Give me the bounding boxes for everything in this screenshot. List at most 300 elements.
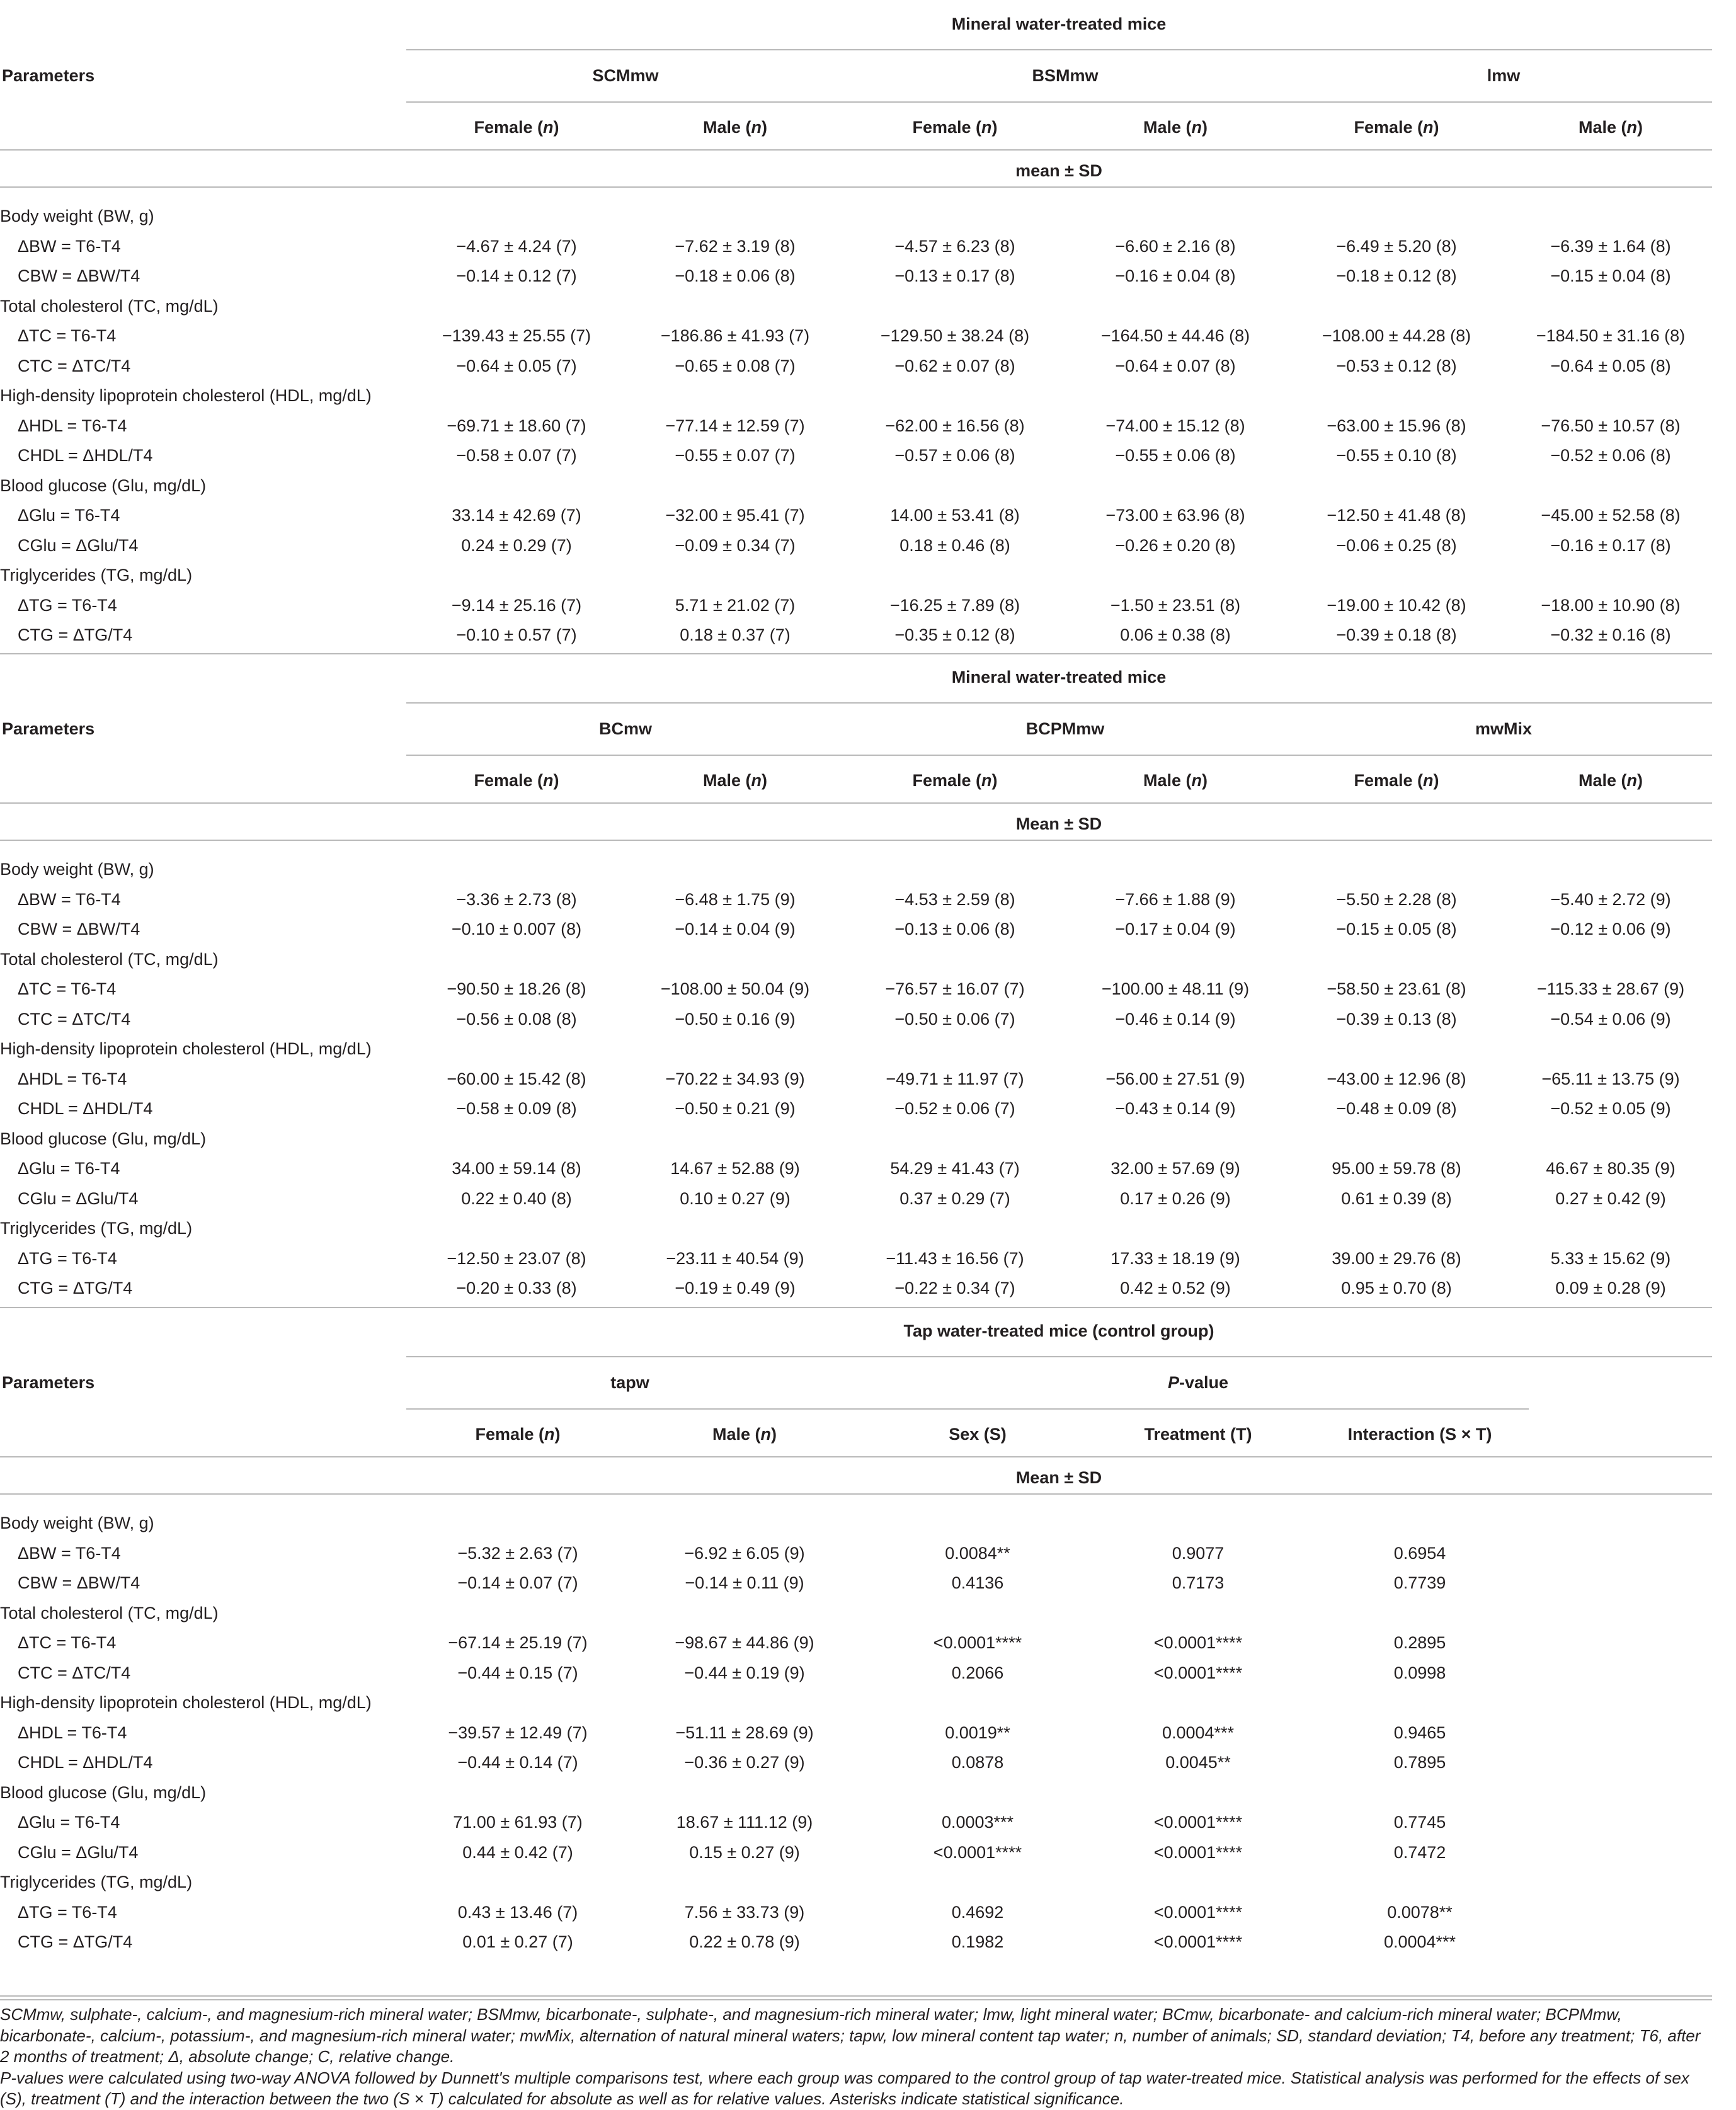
table-cell: −0.14 ± 0.07 (7) bbox=[457, 1573, 578, 1592]
table-row bbox=[0, 591, 1712, 620]
table-cell: −0.56 ± 0.08 (8) bbox=[456, 1009, 577, 1029]
group-header-1: SCMmw bbox=[592, 66, 659, 85]
row-label: CTG = ΔTG/T4 bbox=[18, 625, 133, 644]
table-cell: <0.0001**** bbox=[1153, 1663, 1243, 1682]
table-cell: −0.50 ± 0.16 (9) bbox=[675, 1009, 796, 1029]
column-header-label: Treatment (T) bbox=[1144, 1425, 1252, 1444]
table-cell: −3.36 ± 2.73 (8) bbox=[456, 889, 577, 909]
column-header-n: n bbox=[1423, 118, 1434, 137]
table-section-2 bbox=[0, 653, 1712, 1297]
table-cell: −0.20 ± 0.33 (8) bbox=[456, 1279, 577, 1297]
parameters-label: Parameters bbox=[2, 719, 95, 738]
table-cell: −0.52 ± 0.06 (7) bbox=[894, 1099, 1015, 1118]
table-row bbox=[0, 531, 1712, 561]
column-header bbox=[949, 1423, 1007, 1446]
group-title-rule bbox=[406, 1356, 1712, 1357]
category-row bbox=[0, 1688, 1712, 1718]
category-row bbox=[0, 561, 1712, 590]
table-cell: −60.00 ± 15.42 (8) bbox=[447, 1069, 586, 1088]
table-cell: 95.00 ± 59.78 (8) bbox=[1332, 1159, 1461, 1178]
column-header-n: n bbox=[544, 1425, 555, 1444]
table-cell: −0.17 ± 0.04 (9) bbox=[1115, 920, 1236, 938]
table-cell: −0.64 ± 0.07 (8) bbox=[1115, 356, 1236, 375]
row-label: CTC = ΔTC/T4 bbox=[18, 1009, 131, 1029]
table-cell: −108.00 ± 50.04 (9) bbox=[660, 979, 810, 998]
table-row bbox=[0, 501, 1712, 530]
table-cell: <0.0001**** bbox=[1153, 1813, 1243, 1832]
table-cell: 0.0078** bbox=[1387, 1902, 1453, 1922]
table-cell: −32.00 ± 95.41 (7) bbox=[665, 506, 805, 525]
table-cell: −100.00 ± 48.11 (9) bbox=[1101, 979, 1250, 998]
table-cell: −1.50 ± 23.51 (8) bbox=[1110, 595, 1241, 615]
category-label: Blood glucose (Glu, mg/dL) bbox=[0, 1782, 207, 1802]
column-header-n: n bbox=[981, 771, 992, 790]
table-cell: −0.32 ± 0.16 (8) bbox=[1550, 625, 1671, 644]
row-label: CBW = ΔBW/T4 bbox=[18, 920, 140, 938]
category-label: Triglycerides (TG, mg/dL) bbox=[0, 566, 193, 585]
category-label: Blood glucose (Glu, mg/dL) bbox=[0, 1129, 207, 1148]
row-label: ΔTG = T6-T4 bbox=[18, 1902, 117, 1922]
category-row bbox=[0, 381, 1712, 411]
table-cell: −6.92 ± 6.05 (9) bbox=[684, 1543, 805, 1563]
table-cell: 17.33 ± 18.19 (9) bbox=[1111, 1248, 1240, 1268]
row-label: CHDL = ΔHDL/T4 bbox=[18, 1099, 153, 1118]
table-row bbox=[0, 1184, 1712, 1214]
column-header: Female (n) bbox=[474, 771, 559, 790]
table-row bbox=[0, 1838, 1712, 1868]
column-header-rule bbox=[0, 149, 1712, 151]
group-title: Mineral water-treated mice bbox=[951, 668, 1167, 687]
row-label: ΔGlu = T6-T4 bbox=[18, 1159, 120, 1178]
table-cell: −0.19 ± 0.49 (9) bbox=[675, 1279, 796, 1297]
column-header-n: n bbox=[751, 118, 762, 137]
table-cell: −0.46 ± 0.14 (9) bbox=[1115, 1009, 1236, 1029]
parameters-label: Parameters bbox=[2, 66, 95, 85]
table-cell: 0.42 ± 0.52 (9) bbox=[1120, 1279, 1231, 1297]
stats-label: Mean ± SD bbox=[1015, 1468, 1102, 1487]
table-cell: −67.14 ± 25.19 (7) bbox=[448, 1633, 588, 1652]
table-cell: −43.00 ± 12.96 (8) bbox=[1327, 1069, 1466, 1088]
column-header: Male (n) bbox=[1578, 771, 1643, 790]
table-cell: 0.0998 bbox=[1393, 1663, 1446, 1682]
table-cell: 0.22 ± 0.78 (9) bbox=[689, 1932, 800, 1951]
table-cell: −0.10 ± 0.57 (7) bbox=[456, 625, 577, 644]
table-cell: <0.0001**** bbox=[933, 1842, 1022, 1862]
row-label: ΔBW = T6-T4 bbox=[18, 236, 121, 256]
table-cell: −6.60 ± 2.16 (8) bbox=[1115, 236, 1236, 256]
table-cell: −0.58 ± 0.07 (7) bbox=[456, 446, 577, 465]
group-header-3: mwMix bbox=[1475, 719, 1533, 738]
table-cell: <0.0001**** bbox=[933, 1633, 1022, 1652]
group-title-rule bbox=[406, 702, 1712, 704]
category-row bbox=[0, 1778, 1712, 1808]
table-cell: −0.64 ± 0.05 (8) bbox=[1550, 356, 1671, 375]
table-cell: 39.00 ± 29.76 (8) bbox=[1332, 1248, 1461, 1268]
column-header-n: n bbox=[543, 771, 554, 790]
table-cell: −115.33 ± 28.67 (9) bbox=[1536, 979, 1685, 998]
column-header-n: n bbox=[760, 1425, 772, 1444]
table-row bbox=[0, 1154, 1712, 1183]
table-cell: −0.54 ± 0.06 (9) bbox=[1550, 1009, 1671, 1029]
table-cell: 0.15 ± 0.27 (9) bbox=[689, 1842, 800, 1862]
category-label: Triglycerides (TG, mg/dL) bbox=[0, 1219, 193, 1238]
table-cell: 0.4136 bbox=[951, 1573, 1004, 1592]
table-cell: −0.13 ± 0.06 (8) bbox=[894, 920, 1015, 938]
table-cell: <0.0001**** bbox=[1153, 1842, 1243, 1862]
column-header-n: n bbox=[1191, 118, 1202, 137]
table-cell: −0.55 ± 0.06 (8) bbox=[1115, 446, 1236, 465]
row-label: CTG = ΔTG/T4 bbox=[18, 1279, 133, 1297]
table-cell: 0.0084** bbox=[945, 1543, 1010, 1563]
column-header: Female (n) bbox=[474, 118, 559, 137]
column-header: Male (n) bbox=[1143, 118, 1208, 137]
table-cell: −164.50 ± 44.46 (8) bbox=[1100, 326, 1250, 345]
table-cell: −0.58 ± 0.09 (8) bbox=[456, 1099, 577, 1118]
row-label: CTG = ΔTG/T4 bbox=[18, 1932, 133, 1951]
table-cell: −108.00 ± 44.28 (8) bbox=[1322, 326, 1471, 345]
table-row bbox=[0, 411, 1712, 441]
table-row bbox=[0, 1718, 1712, 1748]
stats-rule bbox=[0, 186, 1712, 188]
row-label: ΔGlu = T6-T4 bbox=[18, 1813, 120, 1832]
table-cell: −0.65 ± 0.08 (7) bbox=[675, 356, 796, 375]
table-cell: −51.11 ± 28.69 (9) bbox=[675, 1723, 814, 1742]
table-cell: −0.16 ± 0.17 (8) bbox=[1550, 535, 1671, 555]
table-cell: −9.14 ± 25.16 (7) bbox=[451, 595, 582, 615]
stats-label: mean ± SD bbox=[1015, 161, 1102, 180]
table-cell: −139.43 ± 25.55 (7) bbox=[442, 326, 591, 345]
table-cell: −0.13 ± 0.17 (8) bbox=[894, 266, 1015, 285]
category-label: Body weight (BW, g) bbox=[0, 207, 154, 225]
row-label: CBW = ΔBW/T4 bbox=[18, 266, 140, 285]
table-cell: 34.00 ± 59.14 (8) bbox=[452, 1159, 581, 1178]
category-row bbox=[0, 292, 1712, 321]
table-cell: −184.50 ± 31.16 (8) bbox=[1536, 326, 1686, 345]
table-cell: −186.86 ± 41.93 (7) bbox=[660, 326, 810, 345]
category-row bbox=[0, 1599, 1712, 1628]
table-cell: −0.52 ± 0.05 (9) bbox=[1550, 1099, 1671, 1118]
table-cell: −19.00 ± 10.42 (8) bbox=[1327, 595, 1466, 615]
footnotes bbox=[0, 2004, 1711, 2110]
table-cell: −0.44 ± 0.15 (7) bbox=[457, 1663, 578, 1682]
table-cell: −7.62 ± 3.19 (8) bbox=[675, 236, 796, 256]
table-row bbox=[0, 1274, 1712, 1303]
group-header-2: BSMmw bbox=[1032, 66, 1099, 85]
table-cell: −0.18 ± 0.12 (8) bbox=[1336, 266, 1457, 285]
column-header-n: n bbox=[1423, 771, 1434, 790]
table-cell: −98.67 ± 44.86 (9) bbox=[675, 1633, 814, 1652]
table-row bbox=[0, 1244, 1712, 1274]
table-cell: −0.16 ± 0.04 (8) bbox=[1115, 266, 1236, 285]
table-row bbox=[0, 321, 1712, 351]
category-label: Body weight (BW, g) bbox=[0, 1514, 154, 1532]
table-cell: 0.0004*** bbox=[1383, 1932, 1456, 1951]
table-row bbox=[0, 441, 1712, 470]
table-cell: −0.39 ± 0.18 (8) bbox=[1336, 625, 1457, 644]
table-cell: 0.09 ± 0.28 (9) bbox=[1555, 1279, 1666, 1297]
category-label: Total cholesterol (TC, mg/dL) bbox=[0, 296, 219, 316]
column-header-label: Female bbox=[474, 118, 533, 137]
table-cell: 54.29 ± 41.43 (7) bbox=[890, 1159, 1020, 1178]
table-row bbox=[0, 1568, 1712, 1598]
column-header: Female (n) bbox=[912, 118, 998, 137]
table-row bbox=[0, 261, 1712, 291]
column-header-n: n bbox=[1626, 118, 1638, 137]
table-cell: −0.53 ± 0.12 (8) bbox=[1336, 356, 1457, 375]
table-cell: −90.50 ± 18.26 (8) bbox=[447, 979, 586, 998]
table-cell: −0.09 ± 0.34 (7) bbox=[675, 535, 796, 555]
column-header-rule bbox=[0, 802, 1712, 804]
row-label: ΔHDL = T6-T4 bbox=[18, 1069, 127, 1088]
stats-rule bbox=[0, 840, 1712, 841]
table-cell: −0.55 ± 0.07 (7) bbox=[675, 446, 796, 465]
table-cell: −4.53 ± 2.59 (8) bbox=[894, 889, 1015, 909]
table-cell: −0.18 ± 0.06 (8) bbox=[675, 266, 796, 285]
table-cell: 14.00 ± 53.41 (8) bbox=[890, 506, 1020, 525]
table-cell: 0.7472 bbox=[1393, 1842, 1446, 1862]
table-cell: −0.64 ± 0.05 (7) bbox=[456, 356, 577, 375]
table-cell: −39.57 ± 12.49 (7) bbox=[448, 1723, 588, 1742]
table-cell: 5.33 ± 15.62 (9) bbox=[1550, 1248, 1671, 1268]
column-header-n: n bbox=[981, 118, 992, 137]
table-cell: 0.17 ± 0.26 (9) bbox=[1120, 1189, 1231, 1208]
category-row bbox=[0, 1034, 1712, 1064]
row-label: ΔHDL = T6-T4 bbox=[18, 1723, 127, 1742]
table-cell: 0.37 ± 0.29 (7) bbox=[899, 1189, 1010, 1208]
table-cell: −45.00 ± 52.58 (8) bbox=[1541, 506, 1681, 525]
row-label: ΔBW = T6-T4 bbox=[18, 1543, 121, 1563]
table-cell: −11.43 ± 16.56 (7) bbox=[886, 1248, 1024, 1268]
table-cell: 0.27 ± 0.42 (9) bbox=[1555, 1189, 1666, 1208]
table-cell: 0.18 ± 0.46 (8) bbox=[899, 535, 1010, 555]
column-header: Female (n) bbox=[912, 771, 998, 790]
column-header-label: Female bbox=[1354, 771, 1413, 790]
table-cell: −63.00 ± 15.96 (8) bbox=[1327, 416, 1466, 435]
table-cell: −0.52 ± 0.06 (8) bbox=[1550, 446, 1671, 465]
table-cell: −0.06 ± 0.25 (8) bbox=[1336, 535, 1457, 555]
table-row bbox=[0, 1748, 1712, 1777]
table-cell: −0.35 ± 0.12 (8) bbox=[894, 625, 1015, 644]
table-cell: 46.67 ± 80.35 (9) bbox=[1546, 1159, 1676, 1178]
table-cell: 71.00 ± 61.93 (7) bbox=[453, 1813, 583, 1832]
table-row bbox=[0, 1094, 1712, 1124]
table-cell: 5.71 ± 21.02 (7) bbox=[675, 595, 796, 615]
stats-rule bbox=[0, 1493, 1712, 1495]
table-row bbox=[0, 1808, 1712, 1837]
table-cell: −0.22 ± 0.34 (7) bbox=[894, 1279, 1015, 1297]
table-cell: 0.01 ± 0.27 (7) bbox=[462, 1932, 573, 1951]
table-bottom-rule-2 bbox=[0, 1999, 1712, 2000]
row-label: CTC = ΔTC/T4 bbox=[18, 1663, 131, 1682]
group-header-suffix: -value bbox=[1179, 1373, 1229, 1392]
table-row bbox=[0, 351, 1712, 381]
group-title: Mineral water-treated mice bbox=[951, 14, 1167, 33]
table-row bbox=[0, 1658, 1712, 1688]
table-cell: −0.62 ± 0.07 (8) bbox=[894, 356, 1015, 375]
table-cell: 0.6954 bbox=[1393, 1543, 1446, 1563]
section-top-rule bbox=[0, 1307, 1712, 1308]
category-row bbox=[0, 855, 1712, 884]
table-row bbox=[0, 1628, 1712, 1658]
table-cell: −4.67 ± 4.24 (7) bbox=[456, 236, 577, 256]
category-row bbox=[0, 1214, 1712, 1243]
table-cell: 0.0878 bbox=[951, 1753, 1004, 1772]
column-header-label: Female bbox=[474, 771, 533, 790]
stats-label: Mean ± SD bbox=[1015, 814, 1102, 833]
table-cell: <0.0001**** bbox=[1153, 1932, 1243, 1951]
table-cell: −70.22 ± 34.93 (9) bbox=[665, 1069, 805, 1088]
table-cell: −16.25 ± 7.89 (8) bbox=[889, 595, 1020, 615]
table-cell: −0.14 ± 0.11 (9) bbox=[685, 1573, 804, 1592]
group-title-rule bbox=[406, 49, 1712, 50]
group-header-rule bbox=[406, 755, 1712, 756]
table-cell: 0.7895 bbox=[1393, 1753, 1446, 1772]
column-header-label: Female bbox=[475, 1425, 534, 1444]
table-cell: −7.66 ± 1.88 (9) bbox=[1115, 889, 1236, 909]
row-label: CGlu = ΔGlu/T4 bbox=[18, 1842, 139, 1862]
column-header-label: Male bbox=[702, 771, 741, 790]
table-cell: −0.12 ± 0.06 (9) bbox=[1550, 920, 1671, 938]
column-header-label: Male bbox=[1578, 771, 1617, 790]
table-cell: −12.50 ± 41.48 (8) bbox=[1327, 506, 1466, 525]
row-label: ΔTC = T6-T4 bbox=[18, 979, 117, 998]
group-header-2 bbox=[1168, 1371, 1228, 1394]
column-header: Female (n) bbox=[475, 1425, 561, 1444]
table-cell: −0.14 ± 0.12 (7) bbox=[456, 266, 577, 285]
table-cell: 0.06 ± 0.38 (8) bbox=[1120, 625, 1231, 644]
table-section-3 bbox=[0, 1307, 1712, 1951]
table-cell: −0.57 ± 0.06 (8) bbox=[894, 446, 1015, 465]
column-header bbox=[1348, 1423, 1492, 1446]
table-cell: 0.44 ± 0.42 (7) bbox=[462, 1842, 573, 1862]
table-cell: −62.00 ± 16.56 (8) bbox=[885, 416, 1025, 435]
table-cell: 0.43 ± 13.46 (7) bbox=[457, 1902, 578, 1922]
table-cell: −0.26 ± 0.20 (8) bbox=[1115, 535, 1236, 555]
table-cell: 0.7745 bbox=[1393, 1813, 1446, 1832]
table-cell: −18.00 ± 10.90 (8) bbox=[1541, 595, 1681, 615]
row-label: CBW = ΔBW/T4 bbox=[18, 1573, 140, 1592]
row-label: ΔHDL = T6-T4 bbox=[18, 416, 127, 435]
table-cell: 0.0045** bbox=[1165, 1753, 1231, 1772]
row-label: ΔBW = T6-T4 bbox=[18, 889, 121, 909]
row-label: CGlu = ΔGlu/T4 bbox=[18, 1189, 139, 1208]
column-header-label: Female bbox=[1354, 118, 1413, 137]
table-row bbox=[0, 1064, 1712, 1094]
column-header-rule bbox=[0, 1456, 1712, 1457]
column-header-label: Interaction (S × T) bbox=[1347, 1425, 1492, 1444]
group-header-1: tapw bbox=[610, 1373, 649, 1392]
category-label: High-density lipoprotein cholesterol (HDL, mg/dL) bbox=[0, 1693, 372, 1712]
column-header-label: Sex (S) bbox=[949, 1425, 1007, 1444]
table-cell: 33.14 ± 42.69 (7) bbox=[452, 506, 581, 525]
table-cell: −49.71 ± 11.97 (7) bbox=[886, 1069, 1024, 1088]
column-header: Male (n) bbox=[1578, 118, 1643, 137]
table-cell: 0.1982 bbox=[951, 1932, 1004, 1951]
table-cell: −0.44 ± 0.14 (7) bbox=[457, 1753, 578, 1772]
table-section-1 bbox=[0, 0, 1712, 644]
group-header-rule bbox=[406, 1408, 1529, 1410]
table-cell: −77.14 ± 12.59 (7) bbox=[665, 416, 805, 435]
column-header: Male (n) bbox=[712, 1425, 777, 1444]
table-cell: −0.48 ± 0.09 (8) bbox=[1336, 1099, 1457, 1118]
table-cell: 0.2895 bbox=[1393, 1633, 1446, 1652]
table-cell: −74.00 ± 15.12 (8) bbox=[1105, 416, 1245, 435]
table-cell: −23.11 ± 40.54 (9) bbox=[666, 1248, 804, 1268]
category-row bbox=[0, 471, 1712, 501]
row-label: CTC = ΔTC/T4 bbox=[18, 356, 131, 375]
table-row bbox=[0, 1927, 1712, 1957]
column-header-label: Male bbox=[1143, 118, 1182, 137]
table-cell: −73.00 ± 63.96 (8) bbox=[1105, 506, 1245, 525]
category-label: Total cholesterol (TC, mg/dL) bbox=[0, 949, 219, 969]
table-cell: −5.40 ± 2.72 (9) bbox=[1550, 889, 1671, 909]
group-title: Tap water-treated mice (control group) bbox=[903, 1321, 1214, 1340]
table-cell: 7.56 ± 33.73 (9) bbox=[684, 1902, 805, 1922]
category-row bbox=[0, 1124, 1712, 1154]
category-label: Body weight (BW, g) bbox=[0, 860, 154, 879]
table-row bbox=[0, 232, 1712, 261]
table-cell: −6.48 ± 1.75 (9) bbox=[675, 889, 796, 909]
table-cell: −129.50 ± 38.24 (8) bbox=[880, 326, 1030, 345]
section-top-rule bbox=[0, 653, 1712, 654]
table-cell: −56.00 ± 27.51 (9) bbox=[1105, 1069, 1245, 1088]
table-cell: 0.95 ± 0.70 (8) bbox=[1341, 1279, 1452, 1297]
row-label: ΔTC = T6-T4 bbox=[18, 1633, 117, 1652]
column-header: Male (n) bbox=[702, 118, 768, 137]
table-cell: 0.24 ± 0.29 (7) bbox=[461, 535, 572, 555]
row-label: ΔTG = T6-T4 bbox=[18, 1248, 117, 1268]
group-header-3: lmw bbox=[1487, 66, 1521, 85]
group-header-rule bbox=[406, 101, 1712, 103]
table-cell: 32.00 ± 57.69 (9) bbox=[1111, 1159, 1240, 1178]
table-cell: −0.10 ± 0.007 (8) bbox=[451, 920, 582, 938]
table-cell: −76.50 ± 10.57 (8) bbox=[1541, 416, 1681, 435]
row-label: ΔTG = T6-T4 bbox=[18, 595, 117, 615]
footnote-statistics: P-values were calculated using two-way ANOVA followed by Dunnett's multiple comparisons test, where each group was compared to the control group of tap water-treated mice. Statistical analysis was performed for the effects of sex (S), treatment (T) and the interaction between the two (S × T) calculated for absolute as well as for relative values. Asterisks indicate statistical significance. bbox=[0, 2068, 1689, 2108]
column-header-label: Male bbox=[1143, 771, 1182, 790]
table-cell: <0.0001**** bbox=[1153, 1633, 1243, 1652]
column-header-label: Male bbox=[1578, 118, 1617, 137]
table-cell: −0.15 ± 0.04 (8) bbox=[1550, 266, 1671, 285]
category-label: High-density lipoprotein cholesterol (HDL, mg/dL) bbox=[0, 1039, 372, 1058]
table-cell: 14.67 ± 52.88 (9) bbox=[670, 1159, 800, 1178]
table-cell: −0.50 ± 0.06 (7) bbox=[894, 1009, 1015, 1029]
table-cell: 0.7739 bbox=[1393, 1573, 1446, 1592]
row-label: ΔGlu = T6-T4 bbox=[18, 506, 120, 525]
table-cell: <0.0001**** bbox=[1153, 1902, 1243, 1922]
table-cell: 0.0004*** bbox=[1162, 1723, 1235, 1742]
table-cell: −58.50 ± 23.61 (8) bbox=[1327, 979, 1466, 998]
table-cell: −4.57 ± 6.23 (8) bbox=[894, 236, 1015, 256]
table-row bbox=[0, 1898, 1712, 1927]
table-cell: 18.67 ± 111.12 (9) bbox=[676, 1813, 813, 1832]
table-cell: 0.18 ± 0.37 (7) bbox=[680, 625, 791, 644]
table-cell: 0.4692 bbox=[951, 1902, 1004, 1922]
group-header-2: BCPMmw bbox=[1025, 719, 1105, 738]
category-label: High-density lipoprotein cholesterol (HDL, mg/dL) bbox=[0, 386, 372, 405]
column-header-n: n bbox=[751, 771, 762, 790]
table-cell: −0.15 ± 0.05 (8) bbox=[1336, 920, 1457, 938]
column-header: Male (n) bbox=[1143, 771, 1208, 790]
table-cell: 0.0003*** bbox=[941, 1813, 1014, 1832]
table-row bbox=[0, 1005, 1712, 1034]
row-label: CHDL = ΔHDL/T4 bbox=[18, 1753, 153, 1772]
table-cell: −0.44 ± 0.19 (9) bbox=[684, 1663, 805, 1682]
column-header: Male (n) bbox=[702, 771, 768, 790]
table-cell: 0.61 ± 0.39 (8) bbox=[1341, 1189, 1452, 1208]
column-header: Female (n) bbox=[1354, 118, 1439, 137]
table-cell: −76.57 ± 16.07 (7) bbox=[885, 979, 1025, 998]
